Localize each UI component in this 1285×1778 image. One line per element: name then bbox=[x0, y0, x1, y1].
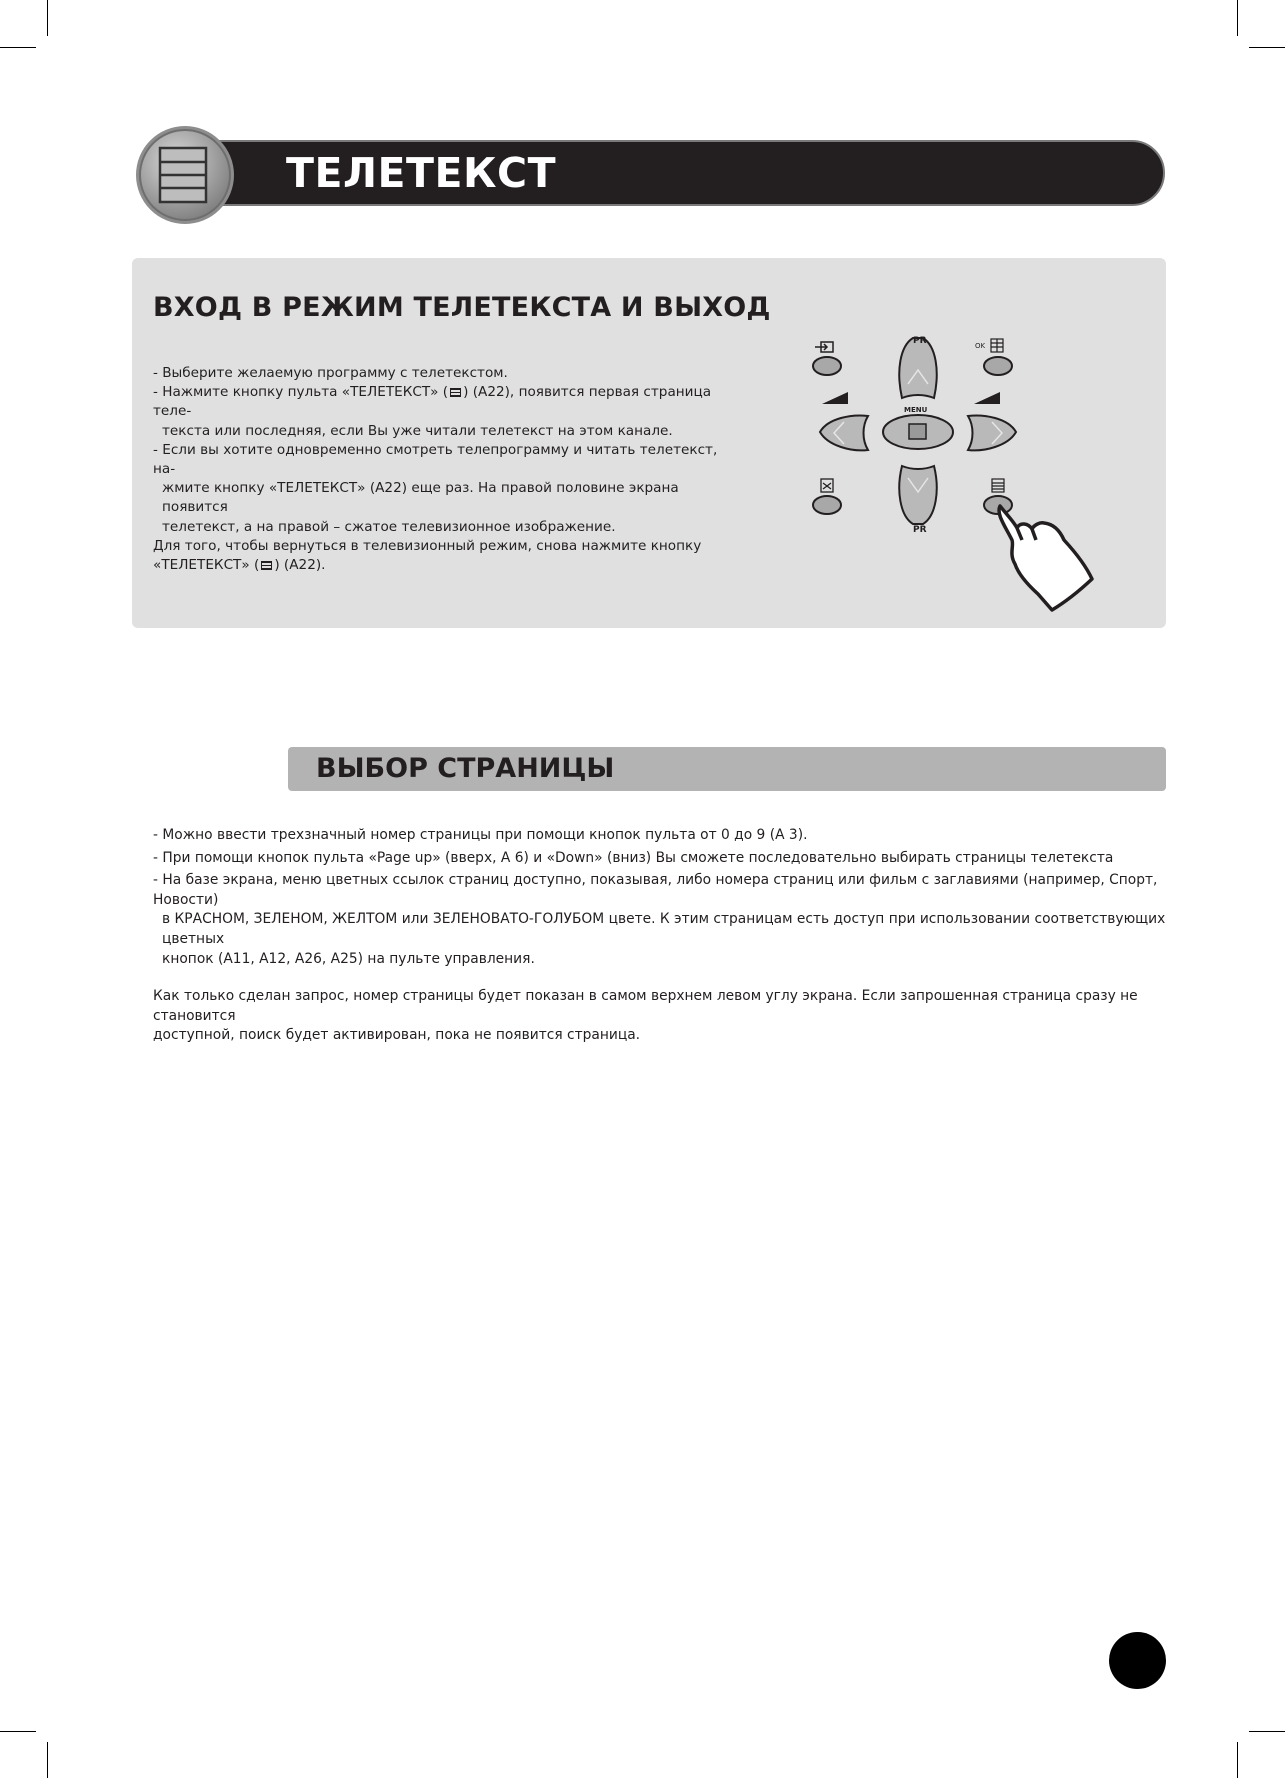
source-button bbox=[813, 357, 841, 375]
text-line: - При помощи кнопок пульта «Page up» (вверх, A 6) и «Down» (вниз) Вы сможете последовательно выбирать страницы телетекста bbox=[153, 849, 1114, 866]
teletext-icon bbox=[450, 388, 461, 397]
text-line: «ТЕЛЕТЕКСТ» ( ) (A22). bbox=[153, 557, 326, 574]
text-line: - Можно ввести трехзначный номер страницы при помощи кнопок пульта от 0 до 9 (A 3). bbox=[153, 827, 808, 843]
pr-down-label: PR bbox=[913, 525, 927, 535]
page-number-badge bbox=[1109, 1632, 1166, 1689]
teletext-small-icon bbox=[992, 479, 1004, 492]
teletext-icon bbox=[261, 561, 272, 570]
text-line: в КРАСНОМ, ЗЕЛЕНОМ, ЖЕЛТОМ или ЗЕЛЕНОВАТО-ГОЛУБОМ цвете. К этим страницам есть доступ при использовании соответствующих цветных bbox=[162, 911, 1166, 947]
section1-text bbox=[153, 364, 743, 575]
pr-up-button bbox=[899, 338, 936, 398]
remote-control-illustration bbox=[800, 326, 1140, 656]
section2-text bbox=[153, 826, 1173, 1046]
crop-mark bbox=[1249, 47, 1285, 48]
vol-right-button bbox=[968, 416, 1016, 451]
ok-button bbox=[984, 357, 1012, 375]
pr-down-button bbox=[899, 466, 936, 524]
crop-mark bbox=[0, 1731, 36, 1732]
section-title: ВЫБОР СТРАНИЦЫ bbox=[316, 753, 615, 784]
text-line: - Выберите желаемую программу с телетекстом. bbox=[153, 365, 508, 381]
volume-icon bbox=[974, 392, 1000, 404]
volume-icon bbox=[822, 392, 848, 404]
text-line: жмите кнопку «ТЕЛЕТЕКСТ» (A22) еще раз. На правой половине экрана появится bbox=[162, 480, 679, 516]
crop-mark bbox=[1237, 1742, 1238, 1778]
teletext-ok-icon bbox=[991, 339, 1003, 352]
teletext-icon bbox=[134, 124, 236, 226]
section-title: ВХОД В РЕЖИМ ТЕЛЕТЕКСТА И ВЫХОД bbox=[153, 292, 771, 323]
page-title: ТЕЛЕТЕКСТ bbox=[286, 149, 557, 197]
text-line: - Нажмите кнопку пульта «ТЕЛЕТЕКСТ» ( ) (A22), появится первая страница теле- bbox=[153, 384, 712, 420]
exit-button bbox=[813, 496, 841, 514]
pointing-hand-icon bbox=[999, 506, 1092, 610]
source-icon bbox=[815, 342, 833, 352]
text-line: текста или последняя, если Вы уже читали телетекст на этом канале. bbox=[162, 422, 673, 439]
crop-mark bbox=[0, 47, 36, 48]
crop-mark bbox=[47, 0, 48, 36]
ok-label: OK bbox=[975, 342, 986, 350]
text-line: Для того, чтобы вернуться в телевизионный режим, снова нажмите кнопку bbox=[153, 537, 702, 554]
text-line: телетекст, а на правой – сжатое телевизионное изображение. bbox=[162, 518, 616, 535]
pr-up-label: PR bbox=[913, 336, 927, 346]
text-line: - На базе экрана, меню цветных ссылок страниц доступно, показывая, либо номера страниц или фильм с заглавиями (например, Спорт, Новости) bbox=[153, 872, 1158, 908]
crop-mark bbox=[47, 1742, 48, 1778]
menu-label: MENU bbox=[904, 406, 928, 414]
text-line: кнопок (A11, A12, A26, A25) на пульте управления. bbox=[162, 950, 535, 967]
text-line: доступной, поиск будет активирован, пока не появится страница. bbox=[153, 1027, 641, 1044]
text-line: Как только сделан запрос, номер страницы будет показан в самом верхнем левом углу экрана. Если запрошенная страница сразу не становится bbox=[153, 988, 1138, 1024]
menu-square bbox=[909, 424, 926, 439]
crop-mark bbox=[1249, 1731, 1285, 1732]
text-line: - Если вы хотите одновременно смотреть телепрограмму и читать телетекст, на- bbox=[153, 441, 718, 478]
crop-mark bbox=[1237, 0, 1238, 36]
vol-left-button bbox=[820, 416, 868, 451]
exit-teletext-icon bbox=[821, 479, 833, 492]
